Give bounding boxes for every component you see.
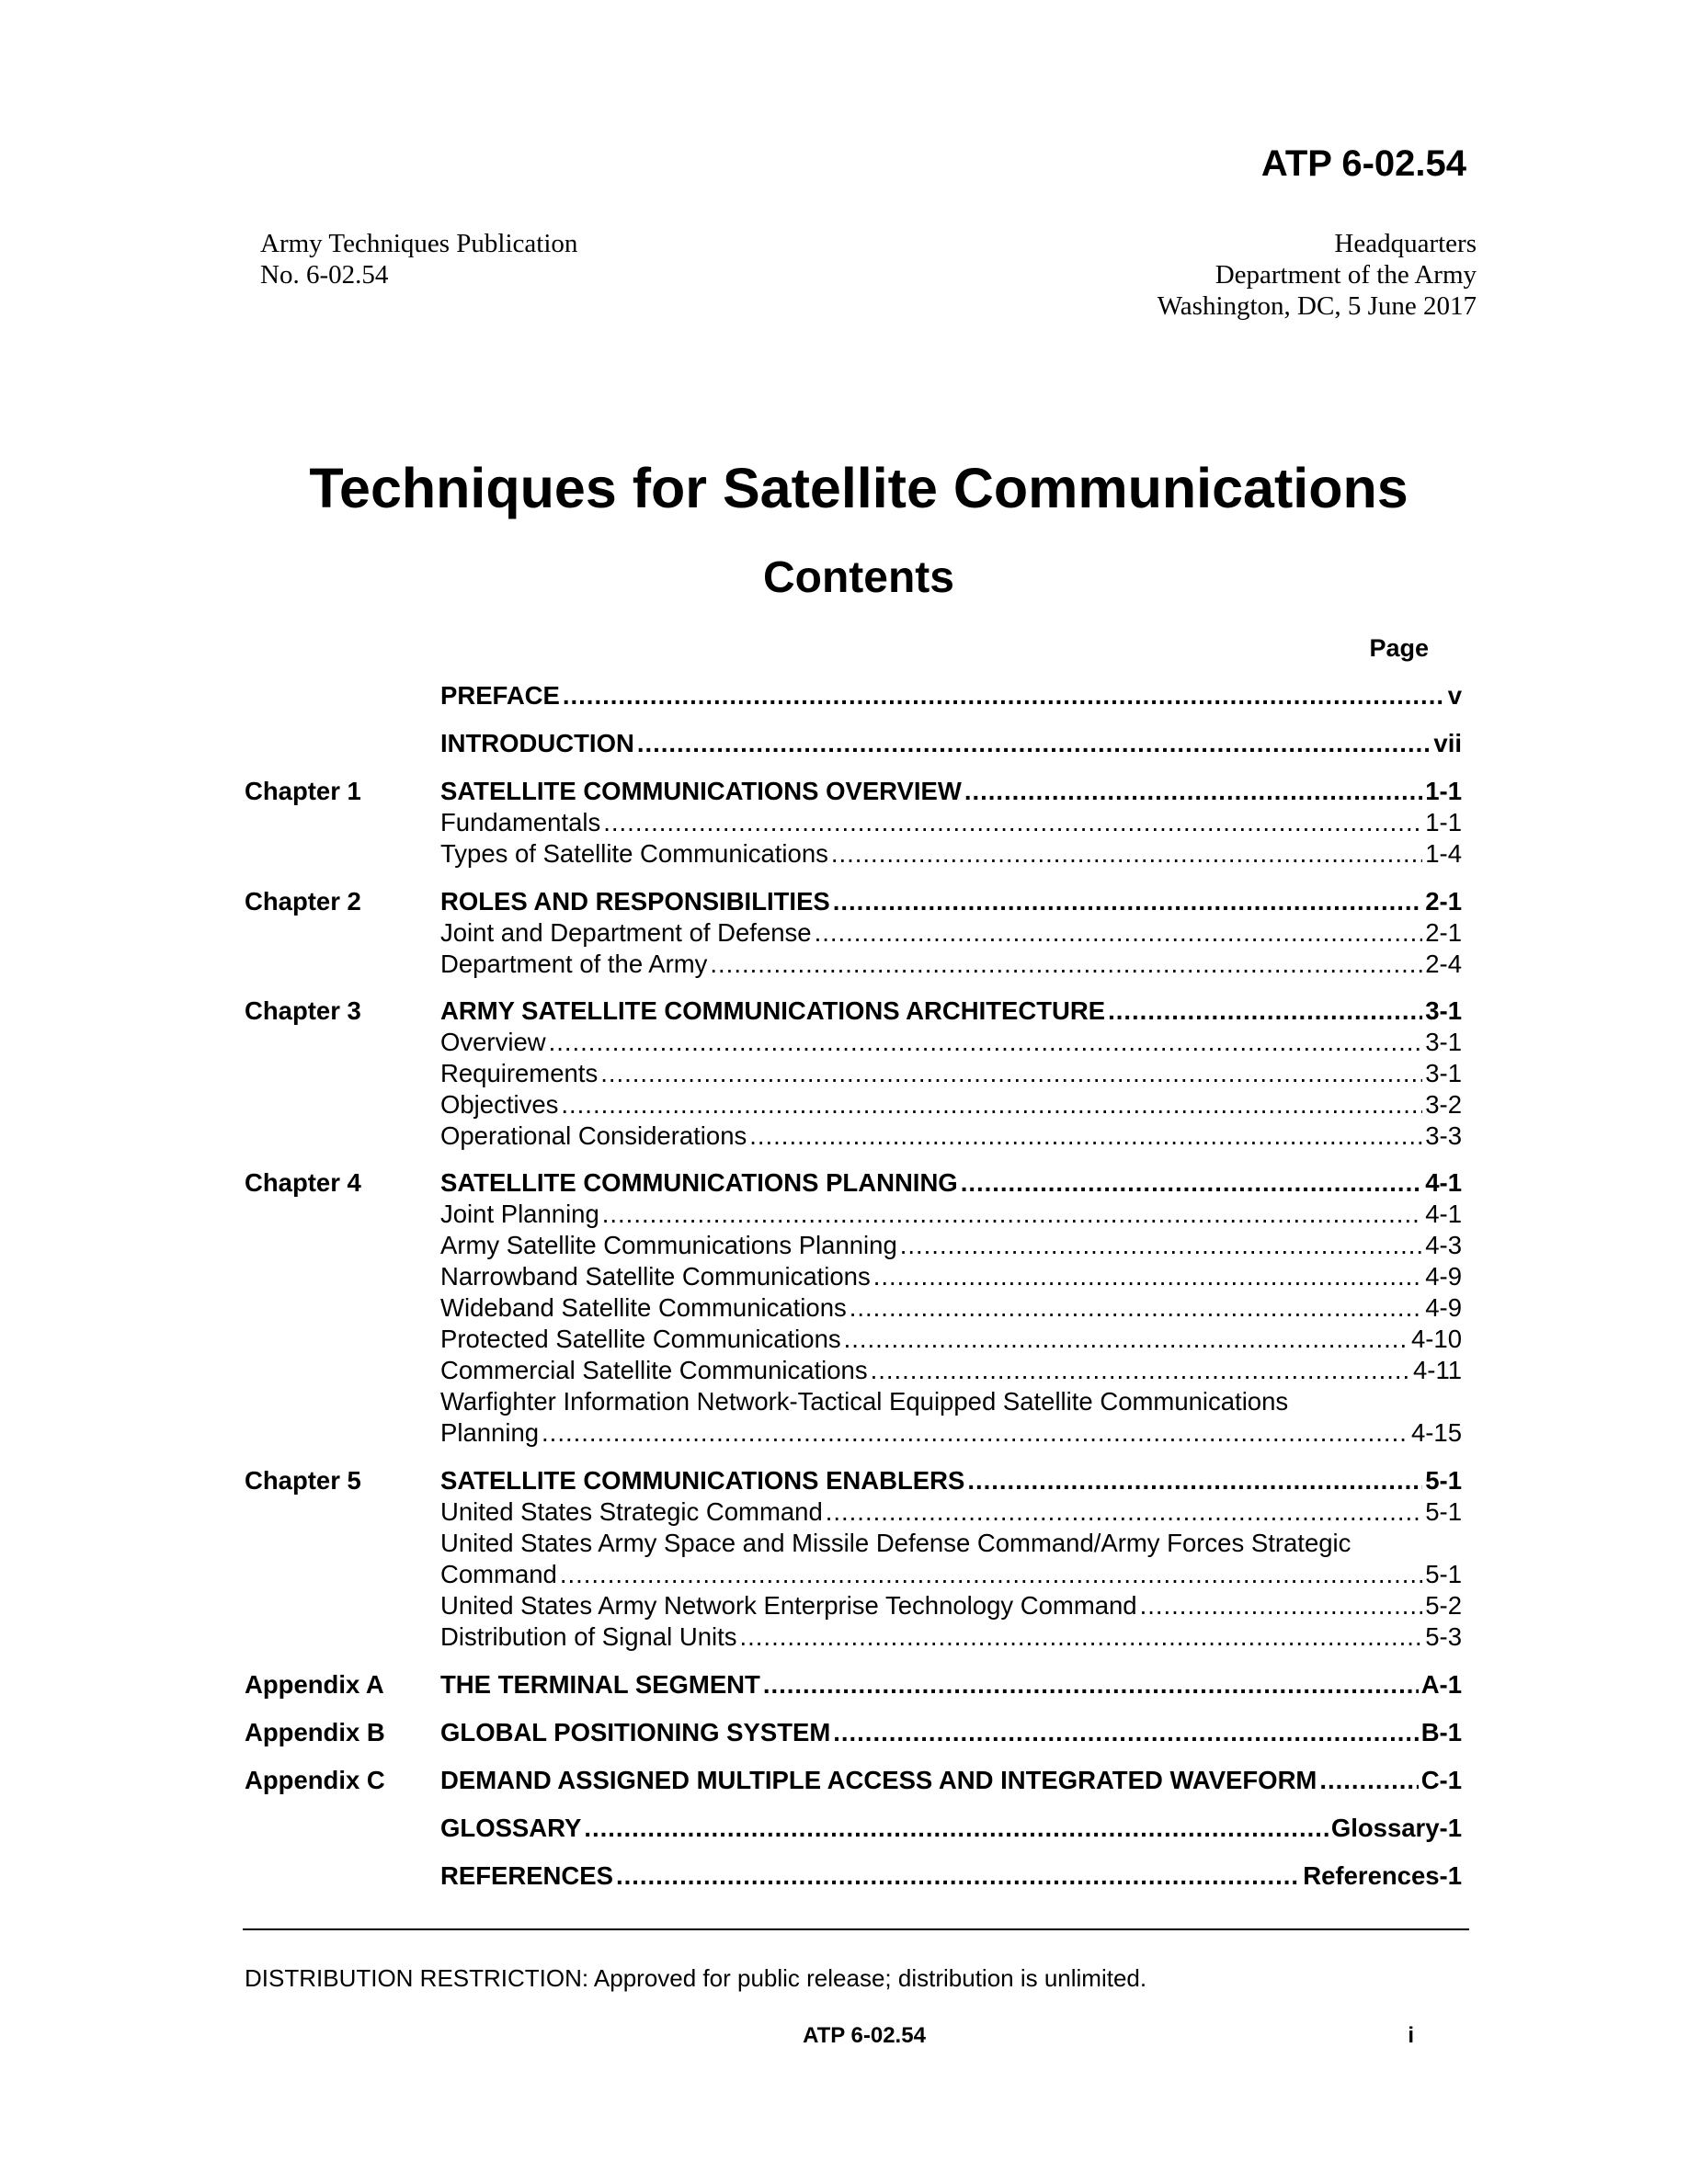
toc-page: 2-4 <box>1425 950 1462 978</box>
toc-page: 4-3 <box>1425 1231 1462 1259</box>
toc-entry-chapter-2[interactable] <box>245 886 1462 917</box>
dot-leader <box>616 1860 1300 1892</box>
chapter-label: Chapter 1 <box>245 777 361 805</box>
toc-page: 1-1 <box>1425 777 1462 805</box>
toc-section[interactable] <box>245 1120 1462 1152</box>
toc-title: ROLES AND RESPONSIBILITIES <box>440 887 830 916</box>
toc-title: Protected Satellite Communications <box>440 1325 841 1353</box>
toc-entry-introduction[interactable] <box>245 728 1462 759</box>
toc-page: 4-15 <box>1410 1418 1462 1447</box>
dot-leader <box>967 1465 1422 1496</box>
distribution-restriction: DISTRIBUTION RESTRICTION: Approved for public release; distribution is unlimited. <box>245 1964 1147 1992</box>
contents-heading: Contents <box>763 553 954 602</box>
toc-page: 4-1 <box>1425 1200 1462 1228</box>
toc-entry-appendix-a[interactable] <box>245 1669 1462 1701</box>
toc-section-wrapped-line[interactable] <box>245 1386 1462 1417</box>
toc-title: SATELLITE COMMUNICATIONS ENABLERS <box>440 1466 965 1495</box>
divider-rule <box>243 1928 1469 1930</box>
toc-title: THE TERMINAL SEGMENT <box>440 1670 760 1699</box>
toc-title: Army Satellite Communications Planning <box>440 1231 897 1259</box>
chapter-label: Chapter 5 <box>245 1466 361 1495</box>
toc-title: United States Army Space and Missile Defense Command/Army Forces Strategic <box>440 1529 1352 1557</box>
toc-title: Requirements <box>440 1059 599 1087</box>
toc-title: GLOSSARY <box>440 1814 582 1842</box>
toc-page: 4-11 <box>1413 1356 1462 1384</box>
toc-title: GLOBAL POSITIONING SYSTEM <box>440 1718 831 1746</box>
toc-entry-glossary[interactable] <box>245 1813 1462 1844</box>
toc-page: 2-1 <box>1425 887 1462 916</box>
dot-leader <box>833 886 1422 917</box>
toc-page: 5-2 <box>1425 1591 1462 1620</box>
dot-leader <box>850 1292 1423 1324</box>
dot-leader <box>602 1199 1422 1230</box>
publication-type: Army Techniques Publication <box>260 229 578 258</box>
toc-page: 4-1 <box>1425 1168 1462 1197</box>
dot-leader <box>603 807 1422 838</box>
toc-section[interactable] <box>245 807 1462 838</box>
toc-page: 4-10 <box>1410 1325 1462 1353</box>
footer-document-id: ATP 6-02.54 <box>803 2023 926 2048</box>
toc-title: DEMAND ASSIGNED MULTIPLE ACCESS AND INTEGRATED WAVEFORM <box>440 1766 1317 1794</box>
publication-number: No. 6-02.54 <box>260 260 389 290</box>
toc-title: Narrowband Satellite Communications <box>440 1262 871 1291</box>
toc-page: 1-1 <box>1425 808 1462 836</box>
toc-page: Glossary-1 <box>1330 1814 1462 1842</box>
toc-page: v <box>1447 681 1462 710</box>
toc-section[interactable] <box>245 917 1462 949</box>
toc-title: Joint Planning <box>440 1200 599 1228</box>
toc-title: Types of Satellite Communications <box>440 839 828 868</box>
toc-page: 1-4 <box>1425 839 1462 868</box>
toc-title: Department of the Army <box>440 950 708 978</box>
dot-leader <box>560 1559 1422 1590</box>
toc-page: 5-1 <box>1425 1560 1462 1588</box>
toc-section[interactable] <box>245 1417 1462 1449</box>
toc-section[interactable] <box>245 1324 1462 1355</box>
dot-leader <box>542 1417 1409 1449</box>
toc-title: SATELLITE COMMUNICATIONS PLANNING <box>440 1168 958 1197</box>
dot-leader <box>561 1089 1422 1120</box>
toc-page: 3-1 <box>1425 1059 1462 1087</box>
toc-title: Objectives <box>440 1090 559 1119</box>
toc-entry-preface[interactable] <box>245 680 1462 711</box>
toc-entry-chapter-5[interactable] <box>245 1465 1462 1496</box>
toc-section[interactable] <box>245 1230 1462 1261</box>
toc-title: Joint and Department of Defense <box>440 918 812 947</box>
dot-leader <box>637 728 1431 759</box>
toc-entry-references[interactable] <box>245 1860 1462 1892</box>
toc-title: Wideband Satellite Communications <box>440 1293 847 1322</box>
toc-section[interactable] <box>245 1621 1462 1653</box>
footer-page-number: i <box>1408 2023 1414 2048</box>
dot-leader <box>749 1120 1422 1152</box>
toc-entry-appendix-b[interactable] <box>245 1717 1462 1748</box>
toc-title: Warfighter Information Network-Tactical Equipped Satellite Communications <box>440 1387 1289 1416</box>
dot-leader <box>815 917 1423 949</box>
toc-section[interactable] <box>245 1027 1462 1058</box>
toc-page: 3-2 <box>1425 1090 1462 1119</box>
toc-section[interactable] <box>245 949 1462 980</box>
chapter-label: Chapter 3 <box>245 996 361 1025</box>
toc-title: Command <box>440 1560 557 1588</box>
toc-section[interactable] <box>245 1559 1462 1590</box>
toc-title: Operational Considerations <box>440 1121 747 1150</box>
toc-section[interactable] <box>245 1355 1462 1386</box>
dot-leader <box>563 680 1445 711</box>
place-date-line: Washington, DC, 5 June 2017 <box>1157 291 1477 321</box>
toc-section[interactable] <box>245 1199 1462 1230</box>
toc-section[interactable] <box>245 1496 1462 1528</box>
appendix-label: Appendix C <box>245 1766 385 1794</box>
page-column-label: Page <box>1369 634 1429 662</box>
toc-section-wrapped-line[interactable] <box>245 1528 1462 1559</box>
toc-title: Planning <box>440 1418 540 1447</box>
toc-page: References-1 <box>1303 1861 1462 1890</box>
chapter-label: Chapter 4 <box>245 1168 361 1197</box>
toc-section[interactable] <box>245 1058 1462 1089</box>
toc-page: C-1 <box>1420 1766 1462 1794</box>
dot-leader <box>1319 1765 1418 1796</box>
toc-title: Fundamentals <box>440 808 601 836</box>
dot-leader <box>844 1324 1409 1355</box>
toc-page: B-1 <box>1420 1718 1462 1746</box>
toc-title: INTRODUCTION <box>440 729 634 757</box>
headquarters-line: Headquarters <box>1334 229 1477 258</box>
toc-page: 3-1 <box>1425 996 1462 1025</box>
dot-leader <box>964 776 1422 807</box>
dot-leader <box>961 1167 1423 1199</box>
page-title: Techniques for Satellite Communications <box>309 457 1409 519</box>
dot-leader <box>600 1058 1422 1089</box>
department-line: Department of the Army <box>1215 260 1477 290</box>
toc-page: 4-9 <box>1425 1293 1462 1322</box>
toc-page: 5-3 <box>1425 1622 1462 1651</box>
toc-title: ARMY SATELLITE COMMUNICATIONS ARCHITECTURE <box>440 996 1106 1025</box>
toc-section[interactable] <box>245 838 1462 870</box>
toc-section[interactable] <box>245 1261 1462 1292</box>
toc-entry-chapter-4[interactable] <box>245 1167 1462 1199</box>
toc-title: Overview <box>440 1028 546 1056</box>
toc-title: Commercial Satellite Communications <box>440 1356 868 1384</box>
toc-page: 5-1 <box>1425 1497 1462 1526</box>
toc-entry-appendix-c[interactable] <box>245 1765 1462 1796</box>
toc-title: PREFACE <box>440 681 560 710</box>
toc-page: 2-1 <box>1425 918 1462 947</box>
dot-leader <box>871 1355 1410 1386</box>
document-id: ATP 6-02.54 <box>1260 143 1466 184</box>
dot-leader <box>831 838 1422 870</box>
dot-leader <box>584 1813 1329 1844</box>
toc-page: vii <box>1433 729 1462 757</box>
toc-section[interactable] <box>245 1590 1462 1621</box>
toc-page: 5-1 <box>1425 1466 1462 1495</box>
toc-page: 3-3 <box>1425 1121 1462 1150</box>
toc-section[interactable] <box>245 1089 1462 1120</box>
dot-leader <box>763 1669 1419 1701</box>
toc-title: REFERENCES <box>440 1861 613 1890</box>
dot-leader <box>740 1621 1423 1653</box>
appendix-label: Appendix A <box>245 1670 384 1699</box>
toc-section[interactable] <box>245 1292 1462 1324</box>
toc-title: United States Strategic Command <box>440 1497 823 1526</box>
dot-leader <box>826 1496 1423 1528</box>
dot-leader <box>710 949 1422 980</box>
dot-leader <box>833 1717 1418 1748</box>
toc-title: Distribution of Signal Units <box>440 1622 737 1651</box>
toc-title: SATELLITE COMMUNICATIONS OVERVIEW <box>440 777 962 805</box>
dot-leader <box>1140 1590 1423 1621</box>
dot-leader <box>900 1230 1423 1261</box>
toc-page: A-1 <box>1420 1670 1462 1699</box>
dot-leader <box>1108 995 1422 1027</box>
appendix-label: Appendix B <box>245 1718 385 1746</box>
toc-page: 3-1 <box>1425 1028 1462 1056</box>
toc-entry-chapter-3[interactable] <box>245 995 1462 1027</box>
chapter-label: Chapter 2 <box>245 887 361 916</box>
toc-page: 4-9 <box>1425 1262 1462 1291</box>
dot-leader <box>873 1261 1423 1292</box>
dot-leader <box>549 1027 1423 1058</box>
toc-entry-chapter-1[interactable] <box>245 776 1462 807</box>
toc-title: United States Army Network Enterprise Technology Command <box>440 1591 1137 1620</box>
